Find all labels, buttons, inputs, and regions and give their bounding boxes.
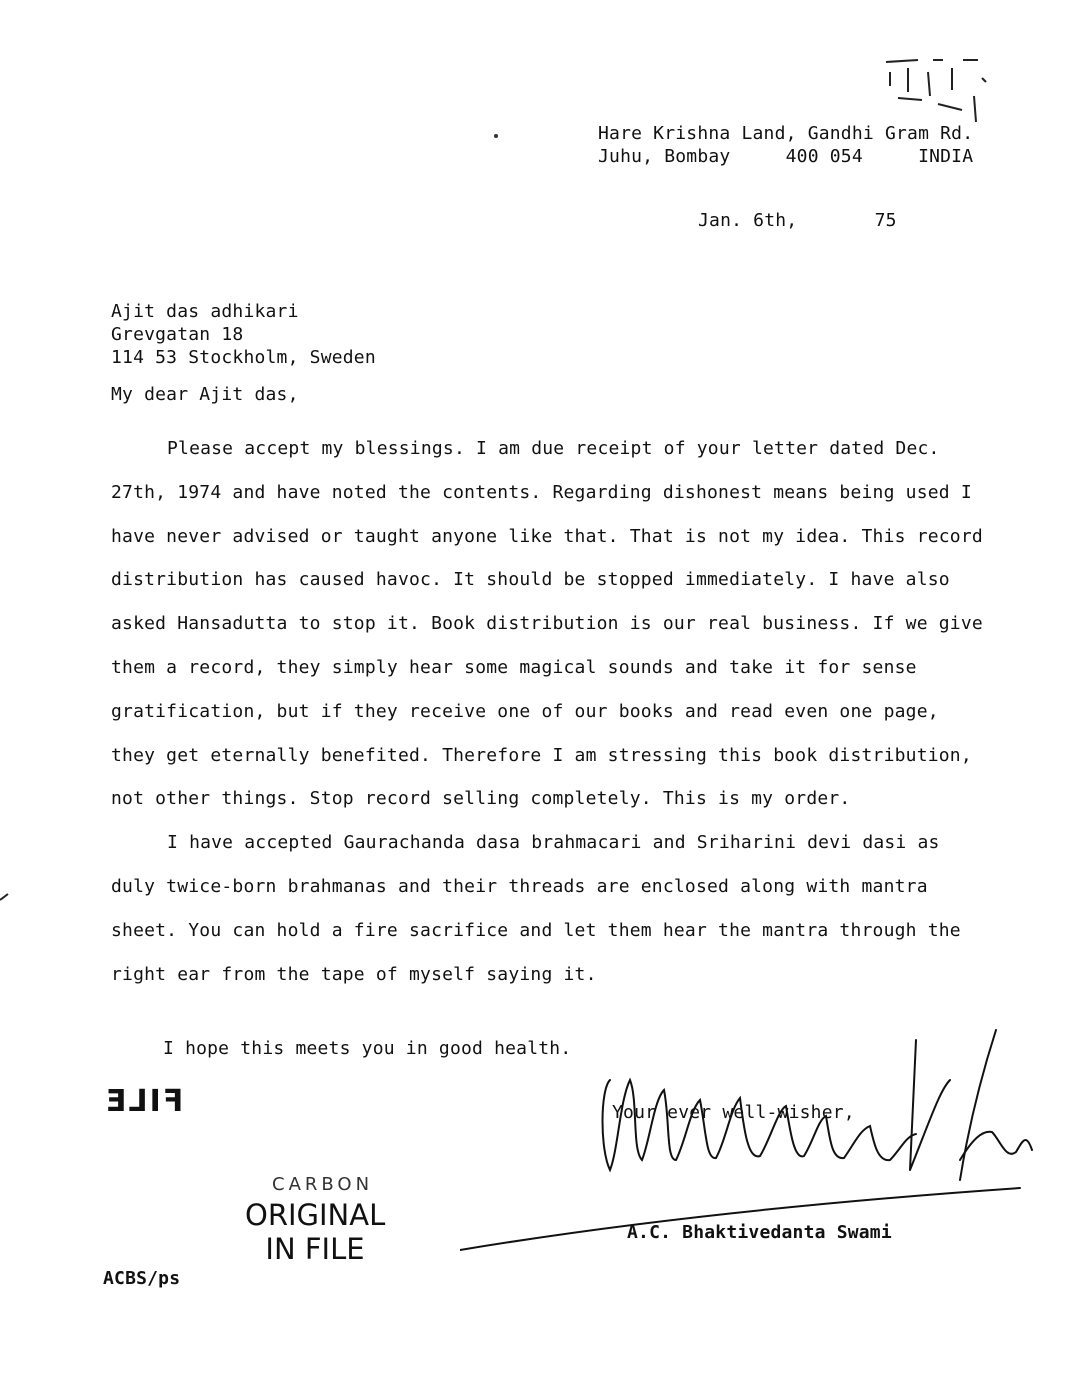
file-stamp: FILE [104,1084,184,1119]
signatory-name: A.C. Bhaktivedanta Swami [627,1222,892,1243]
typist-initials: ACBS/ps [103,1268,181,1289]
recipient-city: 114 53 Stockholm, Sweden [111,347,376,368]
original-stamp-line-1: ORIGINAL [245,1198,386,1232]
closing-paragraph: I hope this meets you in good health. [163,1038,572,1059]
recipient-address [111,300,376,369]
sender-address-line-1: Hare Krishna Land, Gandhi Gram Rd. [598,123,974,144]
sender-address-line-2: Juhu, Bombay 400 054 INDIA [598,146,974,167]
sender-address [598,122,973,168]
body-paragraph-1: Please accept my blessings. I am due receipt of your letter dated Dec. 27th, 1974 and have noted the contents. Regarding dishonest means being used I have never advised or taught anyone like that. That is not my idea. This record distribution has caused havoc. It should be stopped immediately. I have also asked Hansadutta to stop it. Book distribution is our real business. If we give them a record, they simply hear some magical sounds and take it for sense gratification, but if they receive one of our books and read even one page, they get eternally benefited. Therefore I am stressing this book distribution, not other things. Stop record selling completely. This is my order. [111,438,983,810]
margin-tick-mark [0,884,12,904]
original-in-file-stamp [245,1198,385,1266]
complimentary-close: Your ever well-wisher, [612,1102,855,1123]
carbon-stamp-label: CARBON [272,1174,374,1195]
letter-body [111,427,991,996]
original-stamp-line-2: IN FILE [265,1232,365,1266]
recipient-street: Grevgatan 18 [111,324,244,345]
salutation: My dear Ajit das, [111,384,299,405]
stray-dot [494,134,498,138]
letter-date: Jan. 6th, 75 [698,210,897,231]
filing-mark-scribble [878,52,998,122]
recipient-name: Ajit das adhikari [111,301,299,322]
body-paragraph-2: I have accepted Gaurachanda dasa brahmacari and Sriharini devi dasi as duly twice-born brahmanas and their threads are enclosed along with mantra sheet. You can hold a fire sacrifice and let them hear the mantra through the right ear from the tape of myself saying it. [111,832,961,985]
